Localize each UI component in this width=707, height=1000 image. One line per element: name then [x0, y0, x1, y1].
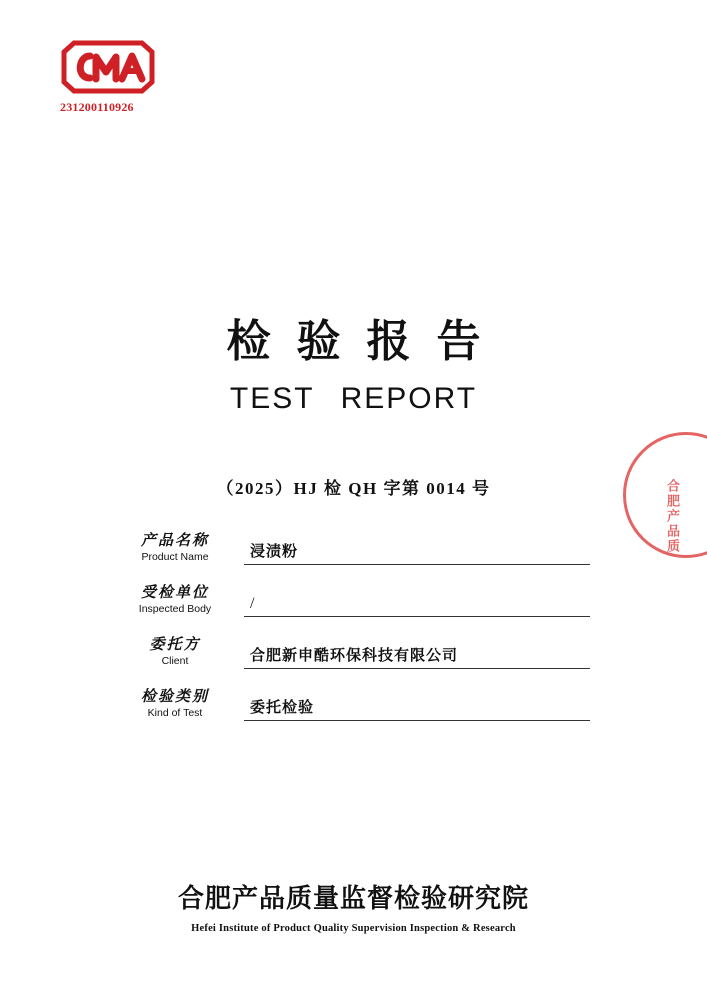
field-label-en: Inspected Body [138, 603, 212, 615]
cma-certificate-number: 231200110926 [60, 100, 134, 114]
page-title-chinese: 检验报告 [226, 317, 507, 366]
field-label-client [120, 636, 230, 668]
field-label-cn: 委托方 [149, 637, 201, 653]
seal-text: 合肥产品质 [665, 479, 680, 554]
field-value-underline-product-name [244, 528, 590, 565]
field-label-inspected-body [120, 584, 230, 616]
field-value-client: 合肥新申酷环保科技有限公司 [250, 648, 459, 664]
cma-logo-icon [60, 40, 156, 94]
field-value-kind-of-test: 委托检验 [250, 700, 315, 716]
title-english-report: REPORT [340, 382, 478, 415]
field-value-underline-client [244, 632, 590, 669]
field-row-inspected-body [120, 580, 590, 632]
field-label-product-name [120, 532, 230, 564]
field-row-kind-of-test [120, 684, 590, 736]
page-title-english [0, 382, 707, 416]
report-number: （2025）HJ 检 QH 字第 0014 号 [216, 479, 491, 498]
field-label-kind-of-test [120, 688, 230, 720]
field-value-inspected-body: / [250, 595, 256, 612]
field-label-en: Client [161, 655, 189, 667]
field-label-en: Kind of Test [147, 707, 203, 719]
issuing-institute [0, 878, 707, 934]
field-label-en: Product Name [141, 551, 209, 563]
report-field-list [120, 528, 590, 736]
field-label-cn: 产品名称 [140, 533, 209, 549]
institute-name-cn: 合肥产品质量监督检验研究院 [177, 883, 529, 913]
institute-name-en: Hefei Institute of Product Quality Supervision Inspection & Research [191, 923, 516, 934]
field-value-underline-inspected-body [244, 580, 590, 617]
field-label-cn: 受检单位 [140, 585, 209, 601]
field-label-cn: 检验类别 [140, 689, 209, 705]
field-value-product-name: 浸渍粉 [250, 544, 299, 560]
field-row-product-name [120, 528, 590, 580]
title-english-test: TEST [229, 382, 315, 415]
field-row-client [120, 632, 590, 684]
cma-certification-mark [60, 40, 190, 130]
field-value-underline-kind-of-test [244, 684, 590, 721]
